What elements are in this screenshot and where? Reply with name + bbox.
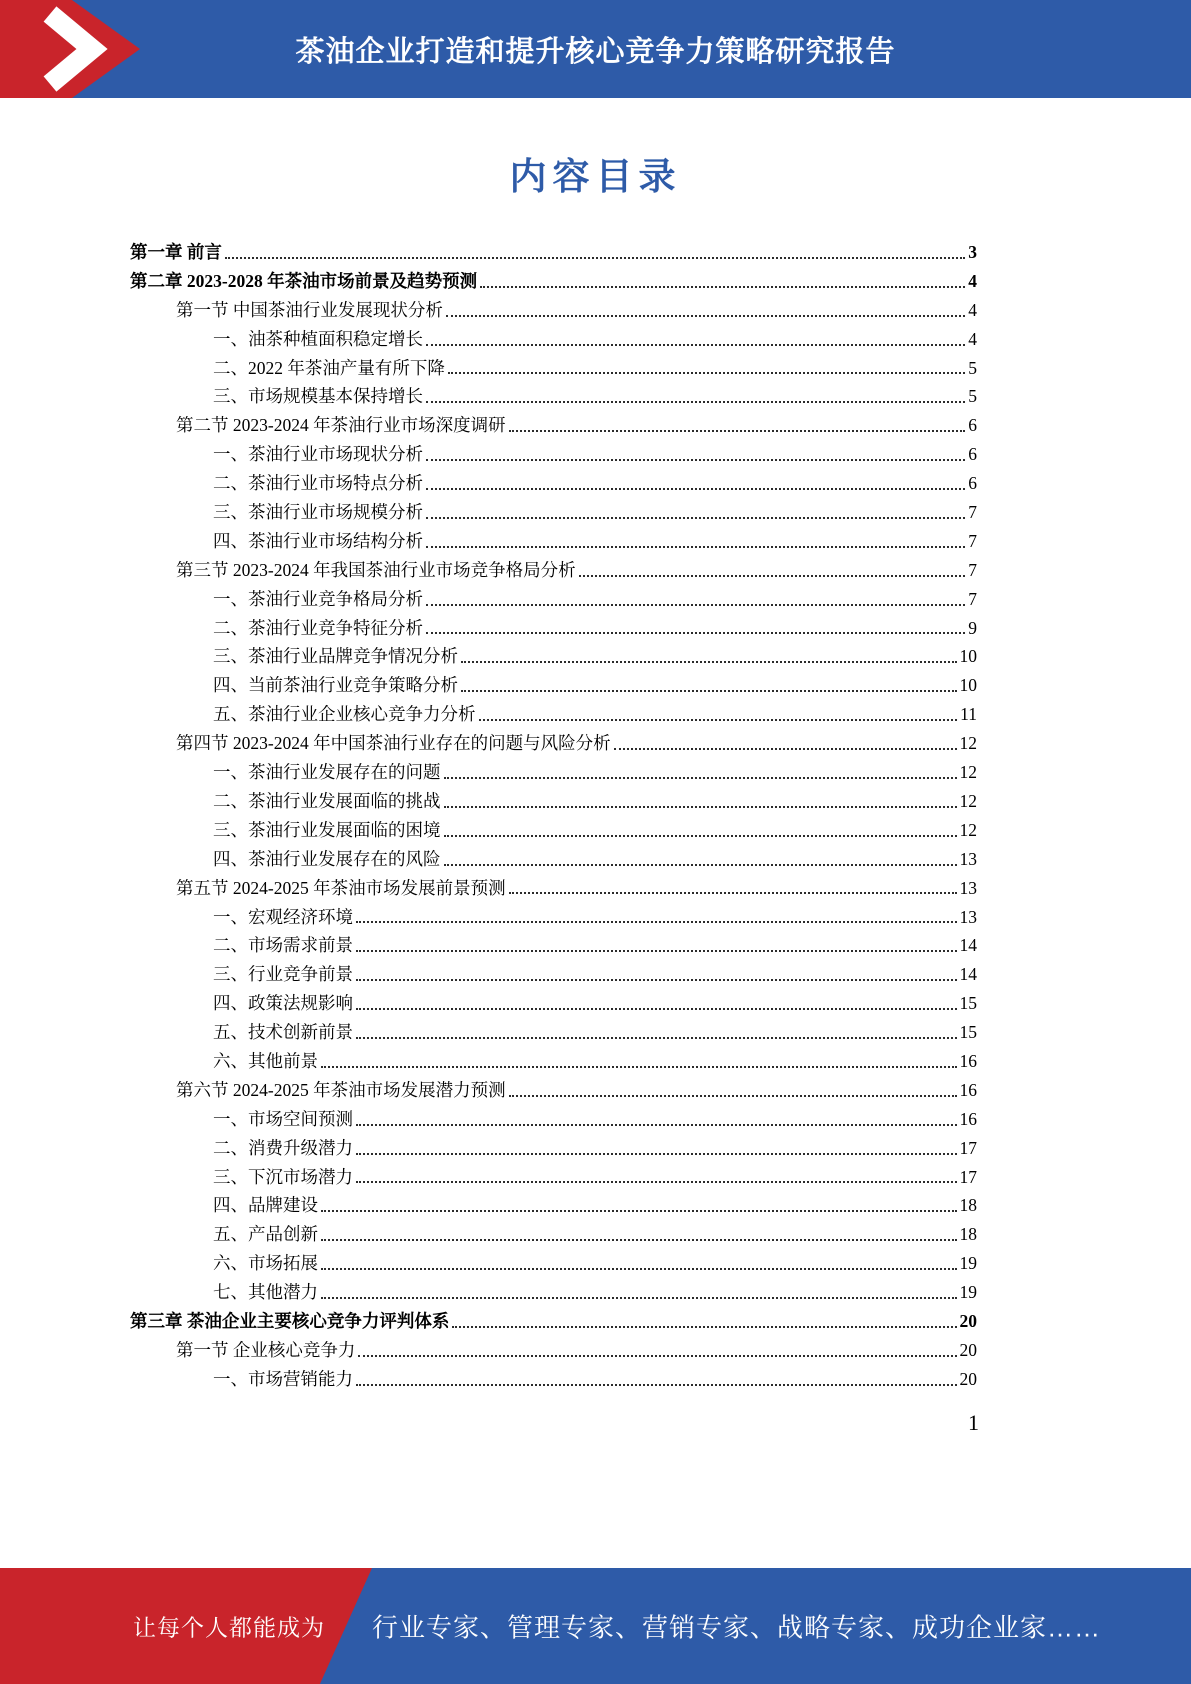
toc-dot-leader	[426, 632, 965, 634]
toc-entry-page: 4	[968, 328, 977, 349]
toc-dot-leader	[225, 257, 965, 259]
toc-entry-label: 六、其他前景	[213, 1050, 318, 1071]
toc-dot-leader	[356, 1384, 957, 1386]
toc-entry-label: 一、茶油行业发展存在的问题	[213, 762, 441, 783]
toc-entry	[130, 1188, 977, 1217]
toc-entry-page: 7	[968, 588, 977, 609]
toc-dot-leader	[358, 1355, 956, 1357]
toc-dot-leader	[461, 661, 957, 663]
toc-entry-page: 6	[968, 444, 977, 465]
toc-entry-label: 一、市场营销能力	[213, 1368, 353, 1389]
toc-entry-page: 16	[959, 1079, 977, 1100]
toc-entry-label: 第六节 2024-2025 年茶油市场发展潜力预测	[176, 1079, 506, 1100]
toc-entry-page: 15	[959, 993, 977, 1014]
page-number: 1	[968, 1410, 979, 1435]
toc-dot-leader	[614, 748, 957, 750]
toc-dot-leader	[426, 344, 965, 346]
toc-dot-leader	[461, 690, 957, 692]
toc-dot-leader	[426, 604, 965, 606]
toc-entry-label: 五、产品创新	[213, 1224, 318, 1245]
toc-entry-page: 12	[959, 762, 977, 783]
toc-entry	[130, 813, 977, 842]
toc-entry	[130, 495, 977, 524]
toc-entry	[130, 1304, 977, 1333]
header-bar	[0, 0, 1191, 98]
toc-entry-label: 四、政策法规影响	[213, 993, 353, 1014]
toc-entry-page: 10	[959, 646, 977, 667]
toc-entry-page: 4	[968, 299, 977, 320]
toc-entry-page: 19	[959, 1253, 977, 1274]
toc-entry	[130, 1362, 977, 1391]
toc-entry-page: 16	[959, 1050, 977, 1071]
toc-entry	[130, 553, 977, 582]
toc-dot-leader	[446, 315, 965, 317]
toc-entry-label: 二、消费升级潜力	[213, 1137, 353, 1158]
toc-entry	[130, 697, 977, 726]
toc-entry-label: 四、当前茶油行业竞争策略分析	[213, 675, 458, 696]
toc-entry	[130, 379, 977, 408]
toc-entry-page: 7	[968, 502, 977, 523]
toc-entry-label: 三、行业竞争前景	[213, 964, 353, 985]
toc-entry	[130, 322, 977, 351]
toc-dot-leader	[444, 864, 957, 866]
toc-entry-label: 三、下沉市场潜力	[213, 1166, 353, 1187]
toc-entry	[130, 1246, 977, 1275]
toc-entry	[130, 524, 977, 553]
toc-entry-page: 14	[959, 935, 977, 956]
toc-entry	[130, 582, 977, 611]
toc-entry	[130, 351, 977, 380]
toc-entry-page: 12	[959, 790, 977, 811]
toc-entry	[130, 293, 977, 322]
toc-entry	[130, 986, 977, 1015]
toc-entry	[130, 1131, 977, 1160]
toc-dot-leader	[426, 401, 965, 403]
toc-entry-page: 20	[959, 1368, 977, 1389]
toc-entry	[130, 235, 977, 264]
toc-dot-leader	[426, 488, 965, 490]
toc-entry	[130, 264, 977, 293]
toc-entry-label: 二、市场需求前景	[213, 935, 353, 956]
toc-entry	[130, 871, 977, 900]
toc-dot-leader	[321, 1268, 957, 1270]
footer-bar	[0, 1568, 1191, 1684]
toc-entry	[130, 1044, 977, 1073]
toc-entry	[130, 611, 977, 640]
toc-entry-label: 一、宏观经济环境	[213, 906, 353, 927]
toc-entry-label: 四、茶油行业发展存在的风险	[213, 848, 441, 869]
toc-entry	[130, 899, 977, 928]
toc-entry-page: 10	[959, 675, 977, 696]
toc-entry	[130, 408, 977, 437]
toc-entry	[130, 957, 977, 986]
toc-entry-page: 5	[968, 357, 977, 378]
toc-dot-leader	[509, 1095, 957, 1097]
toc-entry	[130, 1102, 977, 1131]
toc-dot-leader	[356, 950, 957, 952]
toc-entry-page: 9	[968, 617, 977, 638]
toc-dot-leader	[448, 372, 965, 374]
toc-entry-label: 第二章 2023-2028 年茶油市场前景及趋势预测	[130, 270, 478, 291]
toc-dot-leader	[444, 835, 957, 837]
toc-dot-leader	[426, 546, 965, 548]
toc-entry	[130, 466, 977, 495]
toc-entry-label: 二、茶油行业发展面临的挑战	[213, 790, 441, 811]
toc-entry-page: 6	[968, 415, 977, 436]
toc-entry-page: 13	[959, 848, 977, 869]
toc-entry-page: 17	[959, 1137, 977, 1158]
toc-dot-leader	[321, 1066, 957, 1068]
toc-entry-label: 一、市场空间预测	[213, 1108, 353, 1129]
toc-entry-page: 12	[959, 819, 977, 840]
toc-entry-page: 15	[959, 1022, 977, 1043]
toc-entry-page: 20	[959, 1339, 977, 1360]
toc-dot-leader	[509, 892, 957, 894]
toc-entry-label: 四、茶油行业市场结构分析	[213, 530, 423, 551]
toc-list	[130, 235, 977, 1391]
toc-entry	[130, 1160, 977, 1189]
toc-entry-label: 三、茶油行业品牌竞争情况分析	[213, 646, 458, 667]
toc-entry-page: 13	[959, 877, 977, 898]
toc-entry	[130, 928, 977, 957]
toc-entry-page: 12	[959, 733, 977, 754]
toc-entry-label: 六、市场拓展	[213, 1253, 318, 1274]
toc-dot-leader	[321, 1210, 957, 1212]
toc-entry-page: 7	[968, 559, 977, 580]
toc-entry-label: 第二节 2023-2024 年茶油行业市场深度调研	[176, 415, 506, 436]
toc-entry-page: 20	[959, 1310, 977, 1331]
toc-entry	[130, 784, 977, 813]
toc-entry-label: 一、茶油行业竞争格局分析	[213, 588, 423, 609]
toc-entry-page: 6	[968, 473, 977, 494]
toc-entry-page: 4	[968, 270, 977, 291]
toc-dot-leader	[444, 777, 957, 779]
toc-dot-leader	[356, 1037, 957, 1039]
toc-dot-leader	[426, 459, 965, 461]
toc-dot-leader	[356, 1153, 957, 1155]
toc-entry	[130, 639, 977, 668]
toc-entry-page: 17	[959, 1166, 977, 1187]
toc-entry-label: 二、茶油行业市场特点分析	[213, 473, 423, 494]
report-title: 茶油企业打造和提升核心竞争力策略研究报告	[295, 35, 896, 68]
toc-entry-label: 一、油茶种植面积稳定增长	[213, 328, 423, 349]
toc-entry-page: 3	[968, 242, 977, 263]
toc-entry-label: 第五节 2024-2025 年茶油市场发展前景预测	[176, 877, 506, 898]
toc-dot-leader	[321, 1297, 957, 1299]
toc-dot-leader	[579, 575, 966, 577]
toc-entry	[130, 1333, 977, 1362]
toc-entry-label: 三、市场规模基本保持增长	[213, 386, 423, 407]
toc-dot-leader	[509, 430, 966, 432]
toc-dot-leader	[321, 1239, 957, 1241]
toc-entry-label: 三、茶油行业市场规模分析	[213, 502, 423, 523]
toc-entry-page: 18	[959, 1224, 977, 1245]
toc-entry-label: 一、茶油行业市场现状分析	[213, 444, 423, 465]
toc-dot-leader	[356, 1181, 957, 1183]
toc-entry-label: 第一节 中国茶油行业发展现状分析	[176, 299, 443, 320]
toc-entry	[130, 437, 977, 466]
toc-dot-leader	[356, 921, 957, 923]
toc-entry-label: 第三章 茶油企业主要核心竞争力评判体系	[130, 1310, 450, 1331]
toc-entry-label: 第四节 2023-2024 年中国茶油行业存在的问题与风险分析	[176, 733, 611, 754]
toc-dot-leader	[452, 1326, 956, 1328]
toc-dot-leader	[480, 286, 965, 288]
toc-entry	[130, 1217, 977, 1246]
toc-dot-leader	[444, 806, 957, 808]
toc-dot-leader	[479, 719, 958, 721]
toc-entry-label: 二、2022 年茶油产量有所下降	[213, 357, 445, 378]
toc-entry-label: 四、品牌建设	[213, 1195, 318, 1216]
toc-entry	[130, 1275, 977, 1304]
toc-dot-leader	[356, 1008, 957, 1010]
toc-entry-page: 14	[959, 964, 977, 985]
toc-entry-page: 7	[968, 530, 977, 551]
toc-entry	[130, 1015, 977, 1044]
toc-entry-label: 第三节 2023-2024 年我国茶油行业市场竞争格局分析	[176, 559, 576, 580]
toc-entry-label: 第一章 前言	[130, 242, 222, 263]
toc-entry	[130, 842, 977, 871]
toc-entry-page: 5	[968, 386, 977, 407]
toc-entry-page: 11	[960, 704, 977, 725]
toc-entry-page: 16	[959, 1108, 977, 1129]
toc-entry	[130, 1073, 977, 1102]
toc-entry-page: 18	[959, 1195, 977, 1216]
toc-entry	[130, 755, 977, 784]
toc-dot-leader	[356, 1124, 957, 1126]
toc-dot-leader	[356, 979, 957, 981]
footer-slogan-left: 让每个人都能成为	[133, 1614, 325, 1641]
toc-entry-label: 五、茶油行业企业核心竞争力分析	[213, 704, 476, 725]
toc-entry-label: 七、其他潜力	[213, 1282, 318, 1303]
toc-entry-label: 五、技术创新前景	[213, 1022, 353, 1043]
toc-entry-page: 13	[959, 906, 977, 927]
toc-entry-page: 19	[959, 1282, 977, 1303]
toc-entry	[130, 668, 977, 697]
toc-entry-label: 第一节 企业核心竞争力	[176, 1339, 356, 1360]
toc-entry-label: 二、茶油行业竞争特征分析	[213, 617, 423, 638]
toc-entry	[130, 726, 977, 755]
footer-slogan-right: 行业专家、管理专家、营销专家、战略专家、成功企业家……	[372, 1612, 1102, 1643]
toc-dot-leader	[426, 517, 965, 519]
toc-entry-label: 三、茶油行业发展面临的困境	[213, 819, 441, 840]
toc-title: 内容目录	[509, 157, 682, 198]
